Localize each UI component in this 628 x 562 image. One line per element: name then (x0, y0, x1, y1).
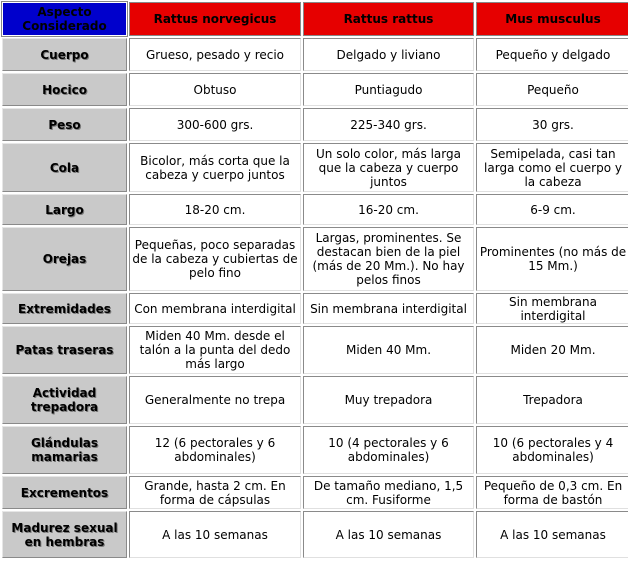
cell-mus-musculus: Pequeño (476, 73, 628, 106)
row-label: Cola (2, 143, 127, 192)
cell-mus-musculus: Pequeño de 0,3 cm. En forma de bastón (476, 476, 628, 509)
cell-mus-musculus: Miden 20 Mm. (476, 326, 628, 374)
cell-mus-musculus: A las 10 semanas (476, 511, 628, 558)
row-label: Glándulas mamarias (2, 426, 127, 474)
row-cola (2, 143, 628, 192)
cell-rattus-rattus: Muy trepadora (303, 376, 474, 424)
row-label: Largo (2, 194, 127, 225)
cell-rattus-rattus: Sin membrana interdigital (303, 293, 474, 324)
cell-rattus-norvegicus: Pequeñas, poco separadas de la cabeza y cubiertas de pelo fino (129, 227, 301, 291)
species-header-rattus-norvegicus: Rattus norvegicus (129, 2, 301, 36)
row-excrementos (2, 476, 628, 509)
header-row (2, 2, 628, 36)
cell-mus-musculus: 6-9 cm. (476, 194, 628, 225)
cell-rattus-norvegicus: Con membrana interdigital (129, 293, 301, 324)
species-header-rattus-rattus: Rattus rattus (303, 2, 474, 36)
cell-rattus-rattus: Un solo color, más larga que la cabeza y cuerpo juntos (303, 143, 474, 192)
cell-rattus-rattus: A las 10 semanas (303, 511, 474, 558)
cell-mus-musculus: Semipelada, casi tan larga como el cuerpo y la cabeza (476, 143, 628, 192)
row-madurez-sexual (2, 511, 628, 558)
cell-rattus-norvegicus: Generalmente no trepa (129, 376, 301, 424)
row-label: Peso (2, 108, 127, 141)
cell-rattus-norvegicus: Grande, hasta 2 cm. En forma de cápsulas (129, 476, 301, 509)
row-patas-traseras (2, 326, 628, 374)
row-peso (2, 108, 628, 141)
cell-mus-musculus: 10 (6 pectorales y 4 abdominales) (476, 426, 628, 474)
cell-rattus-norvegicus: Obtuso (129, 73, 301, 106)
species-header-mus-musculus: Mus musculus (476, 2, 628, 36)
cell-rattus-norvegicus: Grueso, pesado y recio (129, 38, 301, 71)
row-extremidades (2, 293, 628, 324)
row-label: Extremidades (2, 293, 127, 324)
row-hocico (2, 73, 628, 106)
row-label: Actividad trepadora (2, 376, 127, 424)
row-largo (2, 194, 628, 225)
row-label: Cuerpo (2, 38, 127, 71)
cell-mus-musculus: Trepadora (476, 376, 628, 424)
cell-rattus-rattus: Delgado y liviano (303, 38, 474, 71)
cell-rattus-rattus: 225-340 grs. (303, 108, 474, 141)
row-glandulas-mamarias (2, 426, 628, 474)
cell-mus-musculus: Pequeño y delgado (476, 38, 628, 71)
cell-mus-musculus: Sin membrana interdigital (476, 293, 628, 324)
row-orejas (2, 227, 628, 291)
row-label: Excrementos (2, 476, 127, 509)
cell-rattus-norvegicus: 300-600 grs. (129, 108, 301, 141)
cell-rattus-norvegicus: Bicolor, más corta que la cabeza y cuerpo juntos (129, 143, 301, 192)
cell-rattus-norvegicus: Miden 40 Mm. desde el talón a la punta del dedo más largo (129, 326, 301, 374)
row-cuerpo (2, 38, 628, 71)
row-label: Orejas (2, 227, 127, 291)
cell-mus-musculus: Prominentes (no más de 15 Mm.) (476, 227, 628, 291)
row-label: Patas traseras (2, 326, 127, 374)
cell-rattus-norvegicus: A las 10 semanas (129, 511, 301, 558)
cell-rattus-norvegicus: 12 (6 pectorales y 6 abdominales) (129, 426, 301, 474)
cell-rattus-norvegicus: 18-20 cm. (129, 194, 301, 225)
cell-rattus-rattus: 10 (4 pectorales y 6 abdominales) (303, 426, 474, 474)
cell-rattus-rattus: Miden 40 Mm. (303, 326, 474, 374)
cell-rattus-rattus: De tamaño mediano, 1,5 cm. Fusiforme (303, 476, 474, 509)
row-actividad-trepadora (2, 376, 628, 424)
cell-rattus-rattus: 16-20 cm. (303, 194, 474, 225)
cell-rattus-rattus: Puntiagudo (303, 73, 474, 106)
aspect-header: Aspecto Considerado (2, 2, 127, 36)
row-label: Hocico (2, 73, 127, 106)
cell-mus-musculus: 30 grs. (476, 108, 628, 141)
cell-rattus-rattus: Largas, prominentes. Se destacan bien de la piel (más de 20 Mm.). No hay pelos finos (303, 227, 474, 291)
row-label: Madurez sexual en hembras (2, 511, 127, 558)
